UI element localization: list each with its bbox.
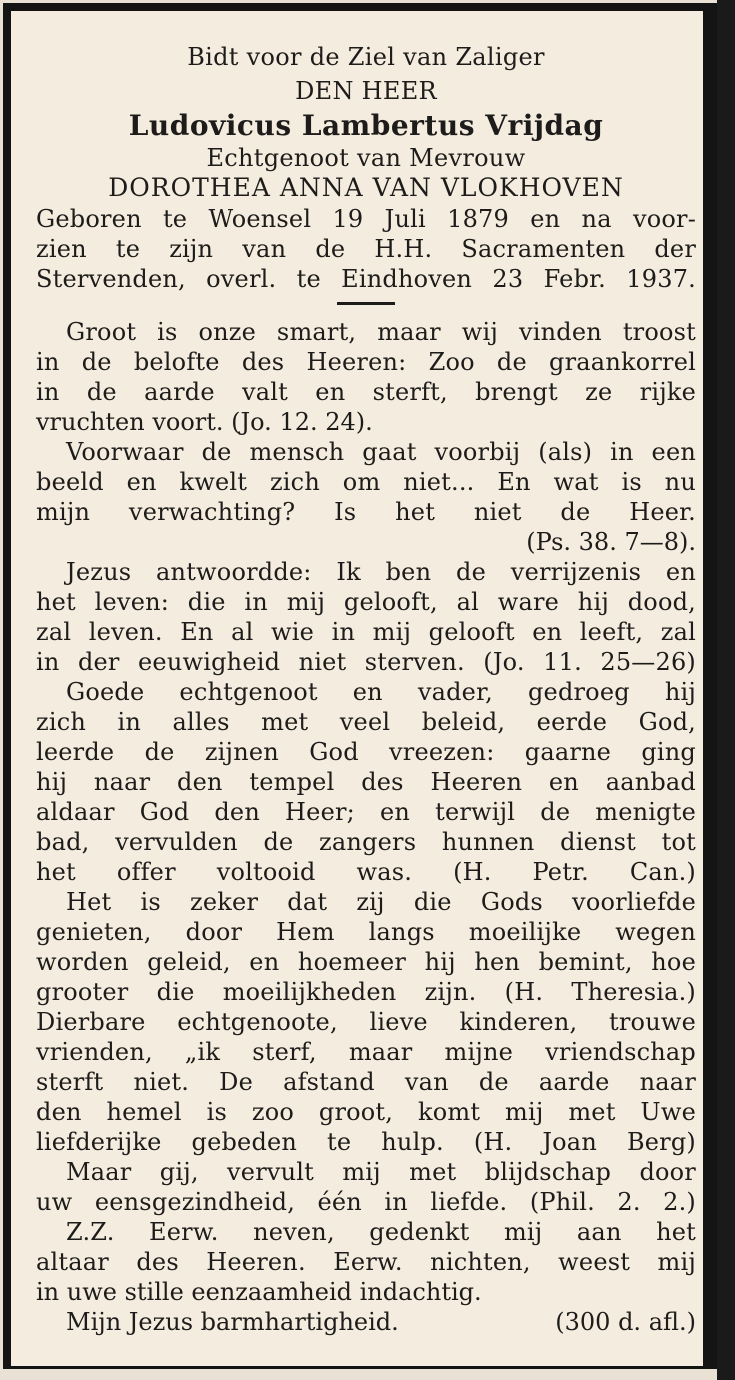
bio-line: Stervenden, overl. te Eindhoven 23 Febr. 1937. — [36, 265, 696, 293]
verse-line: Groot is onze smart, maar wij vinden troost — [66, 318, 696, 346]
prayer-line: Bidt voor de Ziel van Zaliger — [187, 43, 545, 71]
verse-line: aldaar God den Heer; en terwijl de menigte — [36, 798, 696, 826]
verse-line: Goede echtgenoot en vader, gedroeg hij — [66, 678, 696, 706]
verse-line: liefderijke gebeden te hulp. (H. Joan Berg) — [36, 1128, 696, 1156]
verse-line: zal leven. En al wie in mij gelooft en leeft, zal — [36, 618, 696, 646]
bio-line: zien te zijn van de H.H. Sacramenten der — [36, 235, 696, 263]
verse-line: Z.Z. Eerw. neven, gedenkt mij aan het — [66, 1218, 696, 1246]
verse-line: in der eeuwigheid niet sterven. (Jo. 11. 25—26) — [36, 648, 696, 676]
verse-line: grooter die moeilijkheden zijn. (H. Theresia.) — [36, 978, 696, 1006]
verse-line: bad, vervulden de zangers hunnen dienst tot — [36, 828, 696, 856]
verse-reference: (Ps. 38. 7—8). — [526, 528, 696, 556]
verse-line: mijn verwachting? Is het niet de Heer. — [36, 498, 696, 526]
verse-line: Dierbare echtgenoote, lieve kinderen, trouwe — [36, 1008, 696, 1036]
verse-line: het offer voltooid was. (H. Petr. Can.) — [36, 858, 696, 886]
verse-line: leerde de zijnen God vreezen: gaarne ging — [36, 738, 696, 766]
verse-line: beeld en kwelt zich om niet... En wat is nu — [36, 468, 696, 496]
card-edge-shadow — [717, 0, 735, 1380]
verse-line: in uwe stille eenzaamheid indachtig. — [36, 1278, 482, 1306]
verse-line: in de belofte des Heeren: Zoo de graankorrel — [36, 348, 696, 376]
divider — [337, 302, 395, 305]
closing-prayer: Mijn Jezus barmhartigheid. — [66, 1308, 399, 1336]
verse-line: sterft niet. De afstand van de aarde naar — [36, 1068, 696, 1096]
spouse-intro: Echtgenoot van Mevrouw — [206, 144, 526, 172]
verse-line: Jezus antwoordde: Ik ben de verrijzenis en — [66, 558, 696, 586]
verse-line: vrienden, „ik sterf, maar mijne vriendschap — [36, 1038, 696, 1066]
verse-line: Het is zeker dat zij die Gods voorliefde — [66, 888, 696, 916]
spouse-name: DOROTHEA ANNA VAN VLOKHOVEN — [108, 173, 624, 202]
verse-line: zich in alles met veel beleid, eerde God, — [36, 708, 696, 736]
verse-line: den hemel is zoo groot, komt mij met Uwe — [36, 1098, 696, 1126]
verse-line: vruchten voort. (Jo. 12. 24). — [36, 408, 373, 436]
verse-line: in de aarde valt en sterft, brengt ze rijke — [36, 378, 696, 406]
verse-line: Maar gij, vervult mij met blijdschap door — [66, 1158, 696, 1186]
verse-line: uw eensgezindheid, één in liefde. (Phil. 2. 2.) — [36, 1188, 696, 1216]
verse-line: hij naar den tempel des Heeren en aanbad — [36, 768, 696, 796]
deceased-name: Ludovicus Lambertus Vrijdag — [128, 109, 604, 142]
verse-line: Voorwaar de mensch gaat voorbij (als) in een — [66, 438, 696, 466]
bio-line: Geboren te Woensel 19 Juli 1879 en na voor- — [36, 205, 696, 233]
verse-line: worden geleid, en hoemeer hij hen bemint, hoe — [36, 948, 696, 976]
verse-line: altaar des Heeren. Eerw. nichten, weest mij — [36, 1248, 696, 1276]
verse-line: genieten, door Hem langs moeilijke wegen — [36, 918, 696, 946]
verse-line: het leven: die in mij gelooft, al ware hij dood, — [36, 588, 696, 616]
indulgence-note: (300 d. afl.) — [555, 1308, 696, 1336]
memorial-card-text — [36, 40, 696, 1337]
title: DEN HEER — [295, 77, 437, 105]
closing-line — [36, 1307, 696, 1337]
